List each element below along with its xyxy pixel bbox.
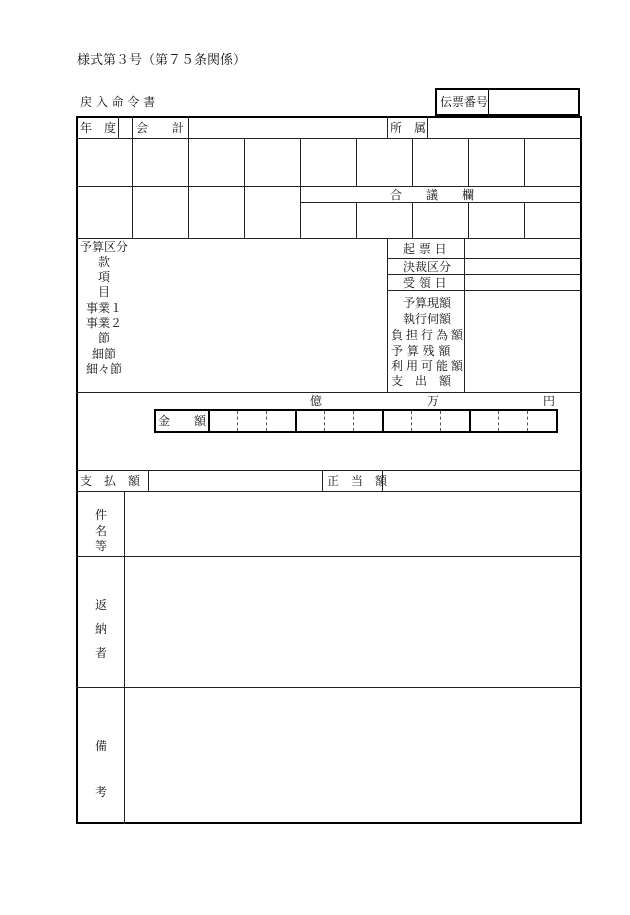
budget-label-jigyo2: 事業２	[86, 316, 123, 330]
available-label: 利用可能額	[391, 359, 467, 373]
expenditure-label: 支 出 額	[391, 374, 452, 388]
budget-label-kan: 款	[98, 255, 111, 269]
subject-field[interactable]	[126, 493, 580, 555]
department-label: 所 属	[390, 121, 427, 135]
commitment-label: 負担行為額	[391, 328, 467, 342]
account-label: 会 計	[136, 121, 185, 135]
budget-balance-label: 予 算 残 額	[391, 344, 451, 358]
remarks-field[interactable]	[126, 689, 580, 822]
returner-label: 返納者	[94, 598, 107, 660]
returner-field[interactable]	[126, 558, 580, 686]
budget-current-label: 予算現額	[403, 296, 452, 310]
budget-label-moku: 目	[98, 285, 111, 299]
budget-label-kou: 項	[98, 270, 111, 284]
paid-amount-label: 支 払 額	[80, 474, 141, 488]
budget-label-jigyo1: 事業１	[86, 301, 123, 315]
proper-amount-label: 正 当 額	[327, 474, 388, 488]
unit-oku: 億	[310, 394, 323, 408]
subject-label: 件名等	[94, 508, 107, 554]
amount-label: 金 額	[158, 414, 207, 428]
consultation-label: 合 議 欄	[390, 188, 475, 202]
form-number: 様式第３号（第７５条関係）	[77, 53, 247, 68]
budget-label-setsu: 節	[98, 331, 111, 345]
approval-category-label: 決裁区分	[403, 260, 452, 274]
budget-label-kubun: 予算区分	[80, 240, 129, 254]
slip-number-label: 伝票番号	[440, 95, 489, 109]
remarks-label: 備考	[94, 739, 107, 799]
unit-en: 円	[543, 394, 556, 408]
budget-label-saisetsu: 細節	[92, 347, 117, 361]
year-label: 年 度	[80, 121, 117, 135]
budget-label-saisaisetsu: 細々節	[86, 362, 123, 376]
receipt-date-label: 受 領 日	[403, 276, 447, 290]
unit-man: 万	[427, 394, 440, 408]
execution-request-label: 執行伺額	[403, 312, 452, 326]
document-title: 戻 入 命 令 書	[80, 95, 156, 109]
slip-number-field[interactable]	[490, 90, 578, 114]
draft-date-label: 起 票 日	[403, 242, 447, 256]
